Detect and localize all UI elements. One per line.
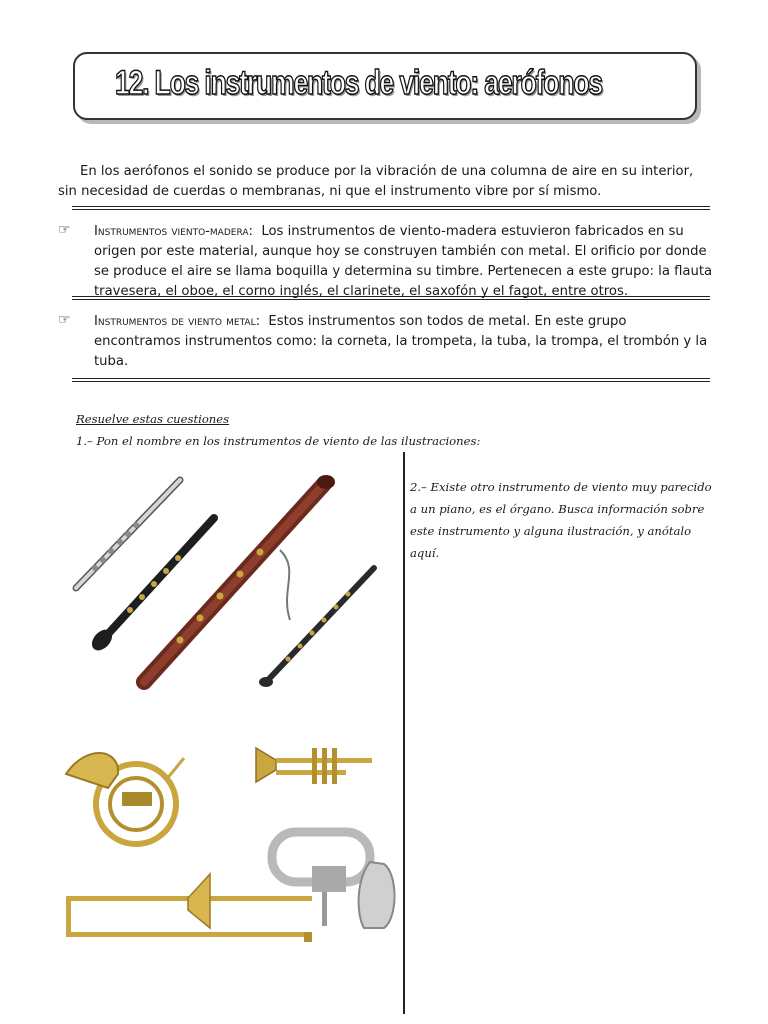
column-divider [403,452,405,1014]
exercises-heading: Resuelve estas cuestiones [76,412,230,426]
hand-pointer-icon: ☞ [58,312,71,328]
trombone-image [60,866,314,950]
page-title: 12. Los instrumentos de viento: aerófonos [115,64,602,102]
section-text: Los instrumentos de viento-madera estuvieron fabricados en su origen por este material, aunque hoy se construyen también con metal. El orificio por donde se produce el aire se llama boquilla y determina su timbre. Pertenecen a este grupo: la flauta travesera, el oboe, el corno inglés, el clarinete, el saxofón y el fagot, entre otros. [94,224,713,299]
oboe-image [258,562,380,690]
divider [72,296,710,300]
title-box [73,52,697,120]
hand-pointer-icon: ☞ [58,222,71,238]
divider [72,378,710,382]
section-text: Estos instrumentos son todos de metal. En este grupo encontramos instrumentos como: la corneta, la trompeta, la tuba, la trompa, el trombón y la tuba. [94,314,708,369]
section-brass [94,312,714,372]
intro-paragraph: En los aerófonos el sonido se produce por la vibración de una columna de aire en su interior, sin necesidad de cuerdas o membranas, ni que el instrumento vibre por sí mismo. [58,164,694,199]
divider [72,206,710,210]
question-1: 1.– Pon el nombre en los instrumentos de viento de las ilustraciones: [76,434,481,448]
section-heading: Instrumentos viento-madera: [94,224,253,239]
section-woodwind [94,222,714,302]
section-heading: Instrumentos de viento metal: [94,314,261,329]
question-2: 2.– Existe otro instrumento de viento muy parecido a un piano, es el órgano. Busca información sobre este instrumento y alguna ilustración, y anótalo aquí. [410,480,712,560]
french-horn-image [62,744,188,856]
trumpet-image [254,742,378,794]
